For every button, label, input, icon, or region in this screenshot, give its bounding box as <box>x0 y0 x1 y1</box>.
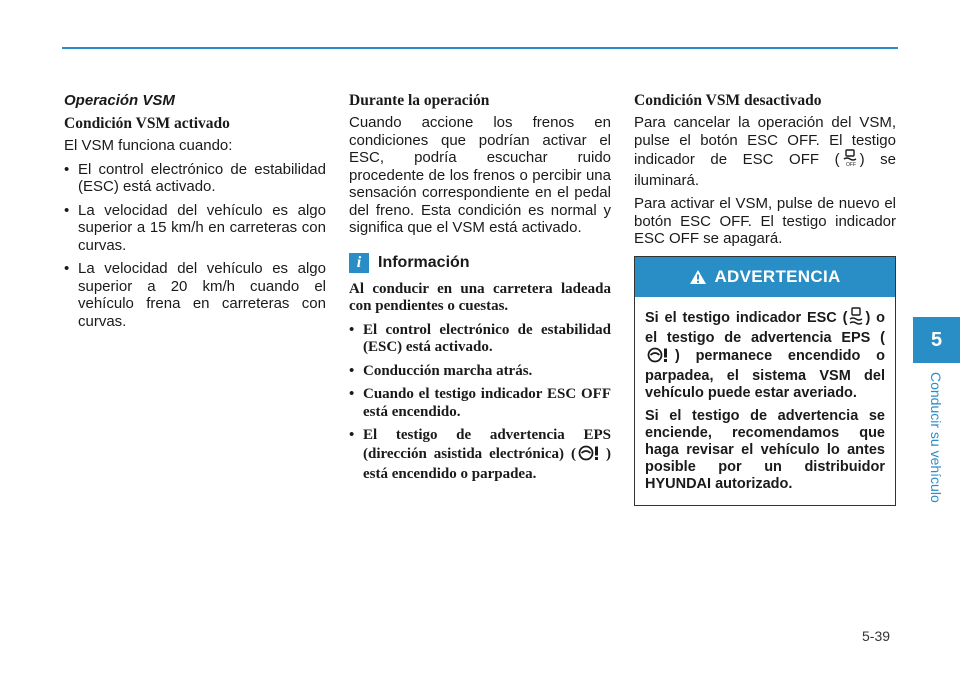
vsm-deactivated-p1 <box>634 114 896 189</box>
list-item: • El control electrónico de estabilidad (ESC) está activado. <box>64 161 326 196</box>
chapter-label: Conducir su vehículo <box>928 372 944 503</box>
vsm-activated-heading: Condición VSM activado <box>64 115 230 132</box>
esc-off-icon <box>842 149 858 172</box>
during-operation-body: Cuando accione los frenos en condiciones que podrían activar el ESC, podría escuchar ruido procedente de los frenos o percibir una sensación correspondiente en el pedal del freno. Esta condición es normal y significa que el VSM está activado. <box>349 114 611 236</box>
warning-p1-a: Si el testigo indicador ESC ( <box>645 310 848 326</box>
p1-post: ) se iluminará. <box>634 151 896 189</box>
eps-warning-icon <box>578 445 604 467</box>
warning-p1 <box>645 307 885 402</box>
warning-p1-c: ) permanece encendido o parpadea, el sistema VSM del vehículo puede estar averiado. <box>645 348 885 401</box>
info-header <box>349 253 611 273</box>
vsm-deactivated-p2: Para activar el VSM, pulse de nuevo el botón ESC OFF. El testigo indicador ESC OFF se apagará. <box>634 195 896 247</box>
page-number: 5-39 <box>862 628 891 644</box>
svg-text:OFF: OFF <box>845 162 856 167</box>
info-title: Información <box>378 253 470 271</box>
p1-pre: Para cancelar la operación del VSM, pulse el botón ESC OFF. El testigo indicador de ESC OFF ( <box>634 114 896 168</box>
list-item: • Conducción marcha atrás. <box>349 363 611 381</box>
warning-body <box>635 297 895 493</box>
section-title: Operación VSM <box>64 92 175 109</box>
warning-p1-b: ) o el testigo de advertencia EPS ( <box>645 310 885 346</box>
warning-p2: Si el testigo de advertencia se enciende, recomendamos que haga revisar el vehículo lo antes posible por un distribuidor HYUNDAI autorizado. <box>645 408 885 492</box>
column-during-operation <box>349 92 611 490</box>
warning-title: ADVERTENCIA <box>714 267 841 286</box>
column-vsm-deactivated <box>634 92 896 254</box>
during-operation-heading: Durante la operación <box>349 92 490 109</box>
info-icon: i <box>349 253 369 273</box>
column-vsm-operation <box>64 92 326 336</box>
esc-indicator-icon <box>849 307 863 330</box>
eps-text-pre: El testigo de advertencia EPS (dirección asistida electrónica) ( <box>363 427 611 462</box>
list-item: • La velocidad del vehículo es algo superior a 15 km/h en carreteras con curvas. <box>64 202 326 255</box>
top-rule <box>62 47 898 49</box>
info-list <box>349 322 611 484</box>
warning-box <box>634 256 896 506</box>
eps-text-post: ) está encendido o parpadea. <box>363 445 611 482</box>
info-intro: Al conducir en una carretera ladeada con pendientes o cuestas. <box>349 280 611 314</box>
list-item: • La velocidad del vehículo es algo superior a 20 km/h cuando el vehículo frena en carreteras con curvas. <box>64 260 326 330</box>
vsm-deactivated-heading: Condición VSM desactivado <box>634 92 822 109</box>
vsm-activated-intro: El VSM funciona cuando: <box>64 137 233 154</box>
list-item <box>349 427 611 484</box>
list-item: • Cuando el testigo indicador ESC OFF está encendido. <box>349 386 611 421</box>
vsm-conditions-list <box>64 161 326 331</box>
warning-triangle-icon <box>689 269 707 285</box>
eps-warning-icon <box>647 347 673 368</box>
warning-header <box>635 257 895 297</box>
chapter-number-tab: 5 <box>913 317 960 363</box>
list-item: • El control electrónico de estabilidad (ESC) está activado. <box>349 322 611 357</box>
